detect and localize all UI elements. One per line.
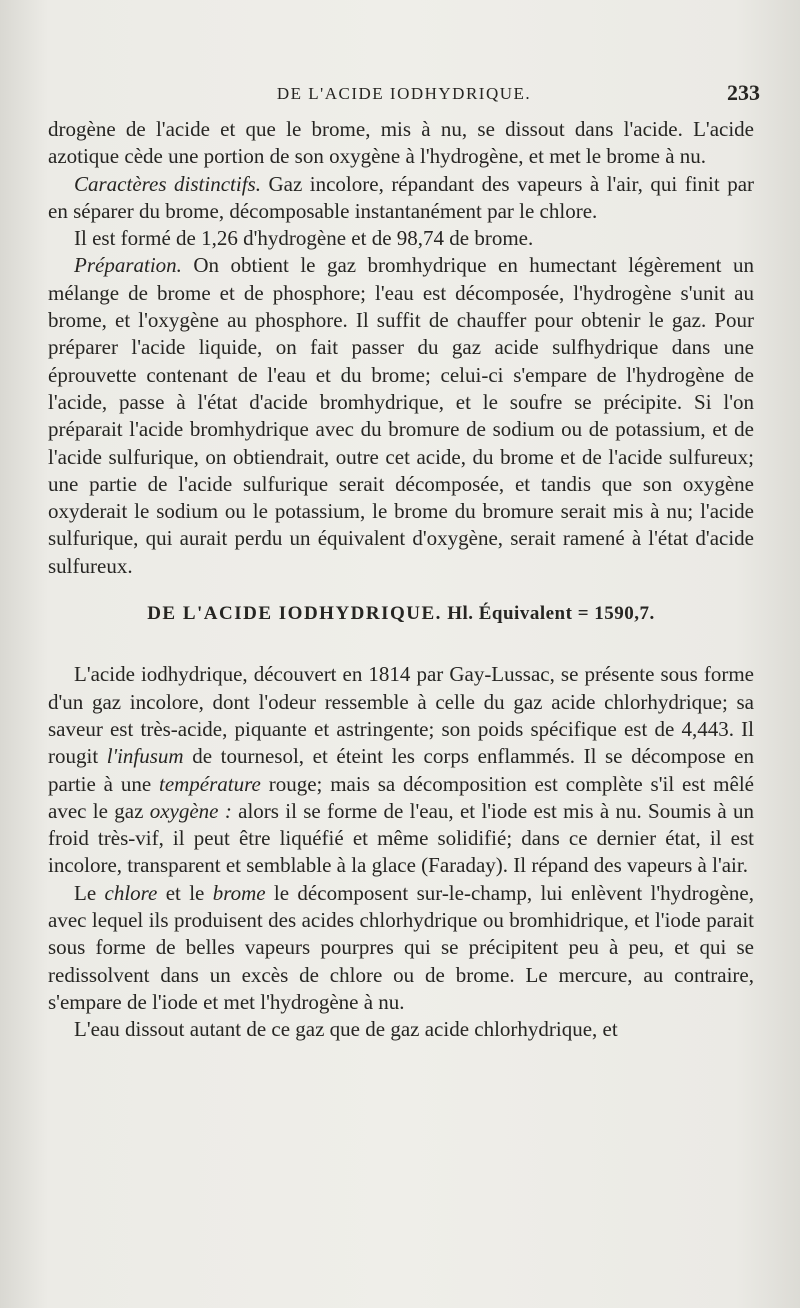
preparation-label: Préparation. — [74, 253, 182, 278]
preparation-text: On obtient le gaz bromhydrique en humectant légèrement un mélange de brome et de phosphore; l'eau est décomposée, l'hydrogène s'unit au brome, et l'oxygène au phosphore. Il suffit de chauffer pour obtenir le gaz. Pour préparer l'acide liquide, on fait passer du gaz acide sulfhydrique dans une éprouvette contenant de l'eau et du brome; celui-ci s'empare de l'hydrogène de l'acide, passe à l'état d'acide bromhydrique, et le soufre se précipite. Si l'on préparait l'acide bromhydrique avec du bromure de sodium ou de potassium, et de l'acide sulfurique, on obtiendrait, outre cet acide, du brome et de l'acide sulfureux; une partie de l'acide sulfurique serait décomposée, et tandis que son oxygène oxyderait le sodium ou le potassium, le brome du bromure serait mis à nu; l'acide sulfurique, qui aurait perdu un équivalent d'oxygène, serait ramené à l'état d'acide sulfureux. — [48, 253, 754, 578]
section-title: DE L'ACIDE IODHYDRIQUE. — [147, 603, 442, 625]
text-run: rouge; mais sa décomposition est complète s'il est mêlé avec le gaz — [48, 771, 754, 823]
paragraph-preparation — [48, 252, 754, 580]
section-formula: Hl. — [447, 603, 474, 625]
running-title: DE L'ACIDE IODHYDRIQUE. — [276, 84, 532, 103]
paragraph-caracteres — [48, 171, 754, 226]
paragraph-composition: Il est formé de 1,26 d'hydrogène et de 98,74 de brome. — [74, 226, 534, 251]
text-run: alors il se forme de l'eau, et l'iode est mis à nu. Soumis à un froid très-vif, il peut être liquéfié et même solidifié; dans ce dernier état, il est incolore, transparent et semblable à la glace (Faraday). Il répand des vapeurs à l'air. — [48, 798, 755, 878]
italic-infusum: l'infusum — [106, 744, 184, 769]
italic-chlore: chlore — [104, 880, 158, 905]
section-heading — [48, 600, 754, 627]
italic-oxygene: oxygène : — [149, 798, 232, 823]
page-header — [48, 80, 760, 114]
paragraph-iodhydrique-description — [48, 661, 754, 879]
text-run: L'acide iodhydrique, découvert en 1814 par Gay-Lussac, se présente sous forme d'un gaz incolore, dont l'odeur ressemble à celle du gaz acide chlorhydrique; sa saveur est très-acide, piquante et astringente; son poids spécifique est de 4,443. Il rougit — [48, 662, 754, 769]
section-equivalent-label: Équivalent — [478, 603, 573, 625]
text-run: de tournesol, et éteint les corps enflammés. Il se décompose en partie à une — [48, 744, 754, 796]
section-equivalent-value: = 1590,7. — [577, 603, 655, 625]
text-run: le décomposent sur-le-champ, lui enlèvent l'hydrogène, avec lequel ils produisent des acides chlorhydrique ou bromhidrique, et l'iode parait sous forme de belles vapeurs pourpres qui se précipitent peu à peu, et qui se redissolvent dans un excès de chlore ou de brome. Le mercure, au contraire, s'empare de l'iode et met l'hydrogène à nu. — [48, 880, 755, 1014]
caracteres-text: Gaz incolore, répandant des vapeurs à l'air, qui finit par en séparer du brome, décomposable instantanément par le chlore. — [48, 171, 755, 223]
page-number: 233 — [727, 80, 760, 105]
paragraph-chlore-brome — [48, 880, 754, 1016]
text-run: Le — [74, 880, 105, 905]
italic-brome: brome — [212, 880, 266, 905]
italic-temperature: température — [158, 771, 261, 796]
text-run: et le — [157, 880, 213, 905]
paragraph-continuation: drogène de l'acide et que le brome, mis à nu, se dissout dans l'acide. L'acide azotique cède une portion de son oxygène à l'hydrogène, et met le brome à nu. — [48, 117, 754, 169]
paragraph-eau: L'eau dissout autant de ce gaz que de gaz acide chlorhydrique, et — [74, 1017, 618, 1042]
caracteres-label: Caractères distinctifs. — [74, 171, 261, 196]
body-text — [48, 116, 754, 1044]
